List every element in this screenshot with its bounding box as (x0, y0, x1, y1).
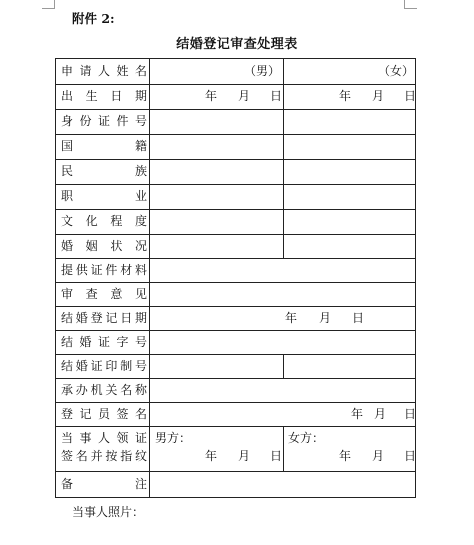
label-char: 度 (134, 214, 147, 228)
label-char: 关 (105, 383, 118, 397)
label-char: 婚 (61, 239, 74, 253)
label-party-sign-line1 (61, 431, 147, 445)
label-char: 并 (90, 449, 103, 463)
margin-corner-right (404, 0, 417, 9)
label-registration-date (61, 311, 147, 325)
label-char: 意 (110, 287, 123, 301)
label-char: 国 (61, 139, 74, 153)
label-review (61, 287, 147, 301)
label-char: 日 (120, 311, 133, 325)
label-char: 名 (120, 383, 133, 397)
label-char: 生 (85, 89, 98, 103)
label-char: 婚 (79, 335, 92, 349)
label-char: 登 (90, 311, 103, 325)
label-char: 证 (90, 359, 103, 373)
party-photo-label: 当事人照片： (72, 505, 145, 519)
label-char: 见 (134, 287, 147, 301)
label-char: 日 (110, 89, 123, 103)
year-unit: 年 (339, 89, 352, 103)
label-char: 况 (134, 239, 147, 253)
label-documents (61, 263, 147, 277)
label-char: 记 (105, 311, 118, 325)
label-applicant-name (61, 64, 147, 78)
label-char: 请 (79, 64, 92, 78)
label-ethnicity (61, 164, 147, 178)
label-char: 证 (134, 431, 147, 445)
label-char: 当 (61, 431, 74, 445)
label-char: 查 (85, 287, 98, 301)
label-char: 申 (61, 64, 74, 78)
label-char: 领 (116, 431, 129, 445)
label-marital-status (61, 239, 147, 253)
label-char: 人 (97, 64, 110, 78)
day-unit: 日 (270, 449, 283, 463)
label-party-sign-line2 (61, 449, 147, 463)
label-char: 名 (134, 64, 147, 78)
day-unit: 日 (404, 89, 417, 103)
label-char: 证 (97, 335, 110, 349)
label-occupation (61, 189, 147, 203)
label-char: 身 (61, 114, 74, 128)
year-unit: 年 (205, 89, 218, 103)
margin-corner-left (42, 0, 55, 9)
label-char: 结 (61, 335, 74, 349)
day-unit: 日 (404, 407, 417, 421)
year-unit: 年 (351, 407, 364, 421)
label-char: 程 (110, 214, 123, 228)
label-char: 纹 (134, 449, 147, 463)
label-char: 记 (79, 407, 92, 421)
label-char: 称 (134, 383, 147, 397)
label-char: 签 (61, 449, 74, 463)
label-char: 注 (134, 477, 147, 491)
label-char: 制 (120, 359, 133, 373)
label-char: 件 (105, 263, 118, 277)
label-char: 份 (79, 114, 92, 128)
label-char: 承 (61, 383, 74, 397)
label-char: 出 (61, 89, 74, 103)
year-unit: 年 (285, 311, 298, 325)
label-char: 族 (134, 164, 147, 178)
review-form-table (55, 58, 416, 498)
year-unit: 年 (339, 449, 352, 463)
label-authority (61, 383, 147, 397)
label-char: 期 (134, 89, 147, 103)
month-unit: 月 (374, 407, 387, 421)
label-char: 姓 (116, 64, 129, 78)
label-char: 印 (105, 359, 118, 373)
male-party-label: 男方： (155, 431, 192, 445)
label-char: 期 (134, 311, 147, 325)
label-id-number (61, 114, 147, 128)
label-char: 审 (61, 287, 74, 301)
label-char: 提 (61, 263, 74, 277)
label-char: 化 (85, 214, 98, 228)
label-char: 登 (61, 407, 74, 421)
label-char: 民 (61, 164, 74, 178)
label-char: 机 (90, 383, 103, 397)
label-remarks (61, 477, 147, 491)
label-char: 人 (97, 431, 110, 445)
label-char: 件 (116, 114, 129, 128)
female-party-label: 女方： (288, 431, 325, 445)
label-char: 职 (61, 189, 74, 203)
day-unit: 日 (270, 89, 283, 103)
form-title: 结婚登记审查处理表 (176, 37, 298, 52)
attachment-label: 附件 2: (72, 11, 115, 26)
label-char: 料 (134, 263, 147, 277)
label-char: 名 (75, 449, 88, 463)
label-char: 员 (97, 407, 110, 421)
label-education (61, 214, 147, 228)
month-unit: 月 (238, 89, 251, 103)
label-char: 婚 (75, 311, 88, 325)
day-unit: 日 (352, 311, 365, 325)
month-unit: 月 (372, 89, 385, 103)
label-registrar (61, 407, 147, 421)
label-char: 姻 (85, 239, 98, 253)
label-char: 结 (61, 311, 74, 325)
label-char: 指 (120, 449, 133, 463)
label-char: 婚 (75, 359, 88, 373)
label-char: 号 (134, 335, 147, 349)
label-nationality (61, 139, 147, 153)
month-unit: 月 (372, 449, 385, 463)
label-char: 证 (90, 263, 103, 277)
label-cert-print-number (61, 359, 147, 373)
label-char: 事 (79, 431, 92, 445)
label-char: 签 (116, 407, 129, 421)
label-char: 按 (105, 449, 118, 463)
label-char: 办 (75, 383, 88, 397)
month-unit: 月 (238, 449, 251, 463)
label-char: 证 (97, 114, 110, 128)
male-marker: （男） (244, 64, 281, 78)
label-char: 籍 (134, 139, 147, 153)
label-char: 字 (116, 335, 129, 349)
label-birth-date (61, 89, 147, 103)
label-char: 备 (61, 477, 74, 491)
year-unit: 年 (205, 449, 218, 463)
label-char: 号 (134, 359, 147, 373)
label-char: 名 (134, 407, 147, 421)
label-char: 文 (61, 214, 74, 228)
label-char: 材 (120, 263, 133, 277)
label-char: 供 (75, 263, 88, 277)
label-char: 状 (110, 239, 123, 253)
label-char: 结 (61, 359, 74, 373)
day-unit: 日 (404, 449, 417, 463)
label-char: 业 (134, 189, 147, 203)
female-marker: （女） (378, 64, 415, 78)
label-char: 号 (134, 114, 147, 128)
label-cert-number (61, 335, 147, 349)
month-unit: 月 (319, 311, 332, 325)
